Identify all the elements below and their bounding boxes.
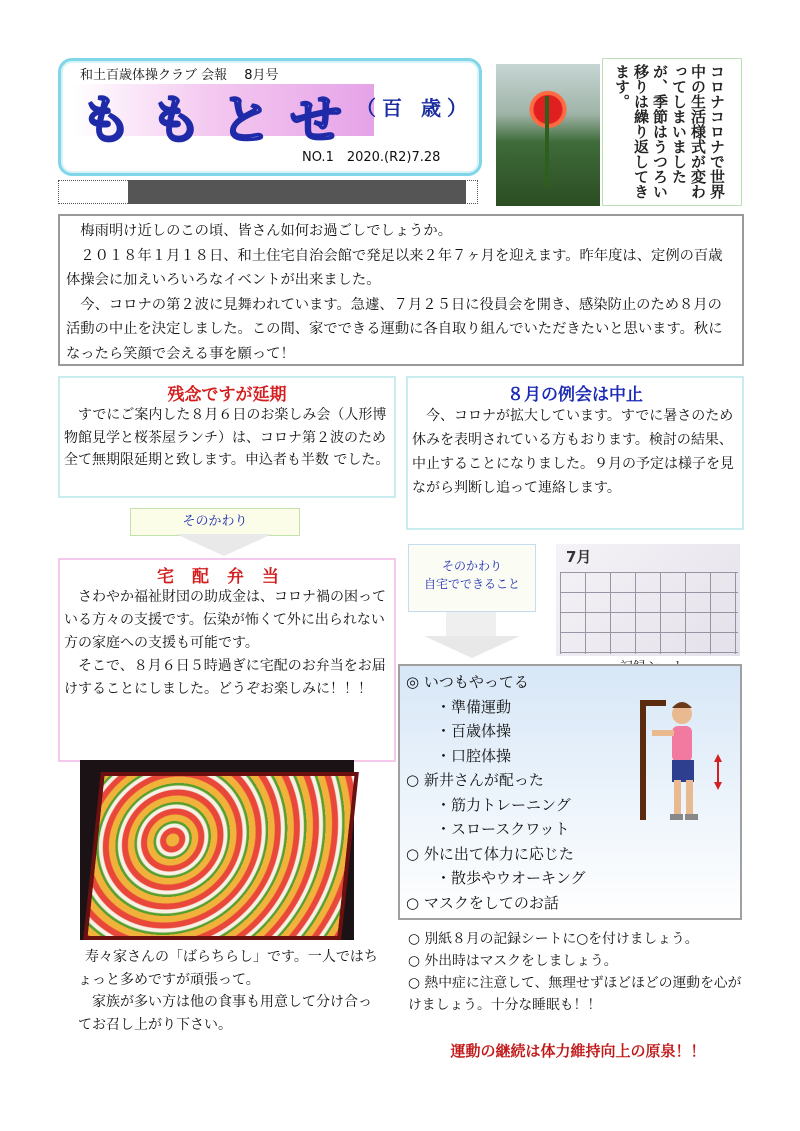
instead-right-line: そのかわり xyxy=(441,559,502,573)
intro-text xyxy=(66,219,736,366)
sushi-tray xyxy=(83,772,359,940)
divider-bar xyxy=(128,180,466,204)
reminder-note: ○ 別紙８月の記録シートに○を付けましょう。 xyxy=(408,931,699,947)
newsletter-title: ももとせ xyxy=(80,90,361,151)
instead-right-line: 自宅でできること xyxy=(423,577,520,591)
down-arrow-icon xyxy=(446,612,496,636)
exercise-list xyxy=(406,670,656,915)
cancel-paragraph: 今、コロナが拡大しています。すでに暑さのため休みを表明されている方もおります。検討の結果、中止することになりました。９月の予定は様子を見ながら判断し追って連絡します。 xyxy=(412,408,734,496)
intro-paragraph: ２０１８年１月１８日、和土住宅自治会館で発足以来２年７ヶ月を迎えます。昨年度は、定例の百歳体操会に加えいろいろなイベントが出来ました。 xyxy=(66,247,723,288)
club-name: 和土百歳体操クラブ 会報 8月号 xyxy=(80,68,279,83)
intro-paragraph: 今、コロナの第２波に見舞われています。急遽、７月２５日に役員会を開き、感染防止のため８月の活動の中止を決定しました。この間、家でできる運動に各自取り組んでいただきたいと思います。秋になったら笑顔で会える事を願って！ xyxy=(66,296,723,362)
squat-figure-icon xyxy=(638,696,734,836)
exercise-item: ・散歩やウオーキング xyxy=(436,869,586,887)
reminder-note: ○ 熱中症に注意して、無理せずほどほどの運動を心がけましょう。十分な睡眠も！！ xyxy=(408,975,742,1013)
record-sheet-grid xyxy=(560,572,738,654)
exercise-item: ・スロースクワット xyxy=(436,820,570,838)
delivery-title: 宅配弁当 xyxy=(157,567,297,587)
flower-stem xyxy=(545,96,549,186)
down-arrow-icon xyxy=(176,534,272,556)
cancel-body xyxy=(412,404,740,500)
reminder-note: ○ 外出時はマスクをしましょう。 xyxy=(408,953,618,969)
reminder-notes xyxy=(408,928,744,1016)
exercise-item: ・準備運動 xyxy=(436,697,512,716)
vertical-note: コロナコロナで世界中の生活様式が変わってしまいましたが、季節はうつろい移りは繰り返してきます。 xyxy=(613,64,726,199)
exercise-item: ・筋力トレーニング xyxy=(436,795,571,814)
down-arrow-head xyxy=(424,636,520,658)
delivery-paragraph: さわやか福祉財団の助成金は、コロナ禍の困っている方々の支援です。伝染が怖くて外に出られない方の家庭への支援も可能です。 xyxy=(64,589,386,651)
cancel-title: ８月の例会は中止 xyxy=(507,385,643,405)
instead-label-right xyxy=(408,544,536,612)
instead-label-left: そのかわり xyxy=(130,508,300,536)
slogan: 運動の継続は体力維持向上の原泉！！ xyxy=(450,1042,706,1060)
sushi-caption xyxy=(78,946,378,1036)
intro-paragraph: 梅雨明け近しのこの頃、皆さん如何お過ごしでしょうか。 xyxy=(80,223,453,239)
sushi-caption-line: 家族が多い方は他の食事も用意して分け合ってお召し上がり下さい。 xyxy=(78,994,372,1033)
record-sheet-month: 7月 xyxy=(566,548,592,566)
exercise-item: ・百歳体操 xyxy=(436,722,512,740)
sushi-caption-line: 寿々家さんの「ばらちらし」です。一人ではちょっと多めですが頑張って。 xyxy=(78,949,378,988)
delivery-body xyxy=(64,586,390,701)
postpone-paragraph: すでにご案内した８月６日のお楽しみ会（人形博物館見学と桜茶屋ランチ）は、コロナ第２波のため全て無期限延期と致します。申込者も半数 でした。 xyxy=(64,407,390,468)
postpone-body xyxy=(64,404,390,472)
postpone-title: 残念ですが延期 xyxy=(167,385,287,405)
delivery-paragraph: そこで、８月６日５時過ぎに宅配のお弁当をお届けすることにしました。どうぞお楽しみに！！！ xyxy=(64,658,386,697)
exercise-item: ・口腔体操 xyxy=(436,746,512,765)
exercise-group: ○ 外に出て体力に応じた xyxy=(406,844,574,863)
exercise-group: ○ 新井さんが配った xyxy=(406,771,544,789)
issue-number-date: NO.1 2020.(R2)7.28 xyxy=(302,150,441,165)
exercise-group: ○ マスクをしてのお話 xyxy=(406,893,559,912)
newsletter-subtitle: （百 歳） xyxy=(356,96,473,120)
exercise-group: ◎ いつもやってる xyxy=(406,673,529,691)
